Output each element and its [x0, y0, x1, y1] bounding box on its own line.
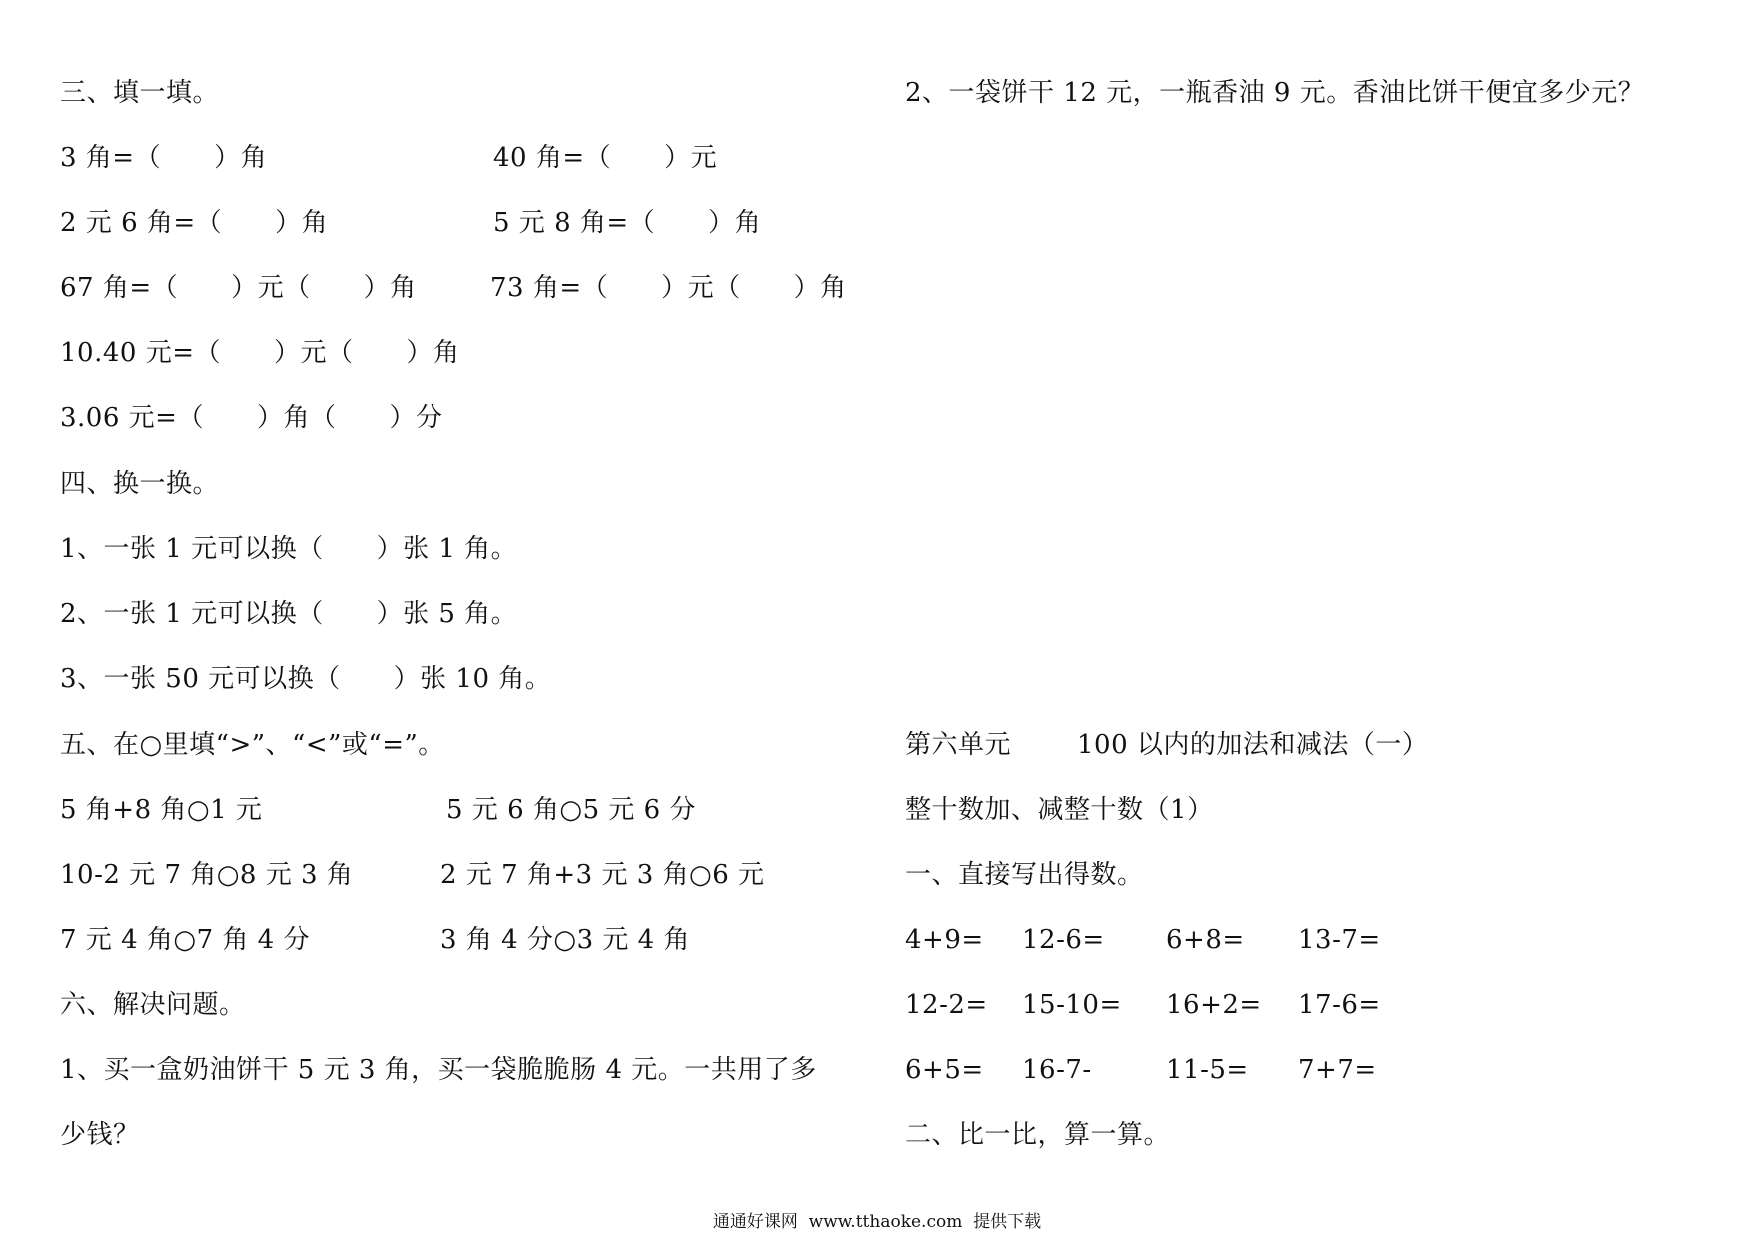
calc-2-3: 16+2= [1166, 990, 1262, 1020]
fill-row-5-a: 3.06 元=（ ）角（ ）分 [60, 403, 443, 433]
compare-row-1-a: 5 角+8 角○1 元 [60, 795, 263, 825]
fill-row-2-a: 2 元 6 角=（ ）角 [60, 208, 329, 238]
compare-row-3-b: 3 角 4 分○3 元 4 角 [440, 925, 690, 955]
compare-row-1-b: 5 元 6 角○5 元 6 分 [446, 795, 696, 825]
problem2: 2、一袋饼干 12 元，一瓶香油 9 元。香油比饼干便宜多少元？ [905, 78, 1645, 108]
fill-row-2-b: 5 元 8 角=（ ）角 [493, 208, 762, 238]
calc-2-4: 17-6= [1298, 990, 1381, 1020]
calc-3-1: 6+5= [905, 1055, 984, 1085]
exchange-item-2: 2、一张 1 元可以换（ ）张 5 角。 [60, 599, 518, 629]
calc-2-1: 12-2= [905, 990, 988, 1020]
fill-row-1-a: 3 角=（ ）角 [60, 143, 268, 173]
calc-3-4: 7+7= [1298, 1055, 1377, 1085]
lesson-title: 整十数加、减整十数（1） [905, 795, 1214, 825]
calc-1-1: 4+9= [905, 925, 984, 955]
unit-title-b: 100 以内的加法和减法（一） [1077, 730, 1429, 760]
fill-row-1-b: 40 角=（ ）元 [493, 143, 718, 173]
section3-heading: 三、填一填。 [60, 78, 220, 108]
calc-2-2: 15-10= [1022, 990, 1122, 1020]
fill-row-3-b: 73 角=（ ）元（ ）角 [490, 273, 847, 303]
section2-heading: 二、比一比，算一算。 [905, 1120, 1171, 1150]
fill-row-3-a: 67 角=（ ）元（ ）角 [60, 273, 417, 303]
calc-3-3: 11-5= [1166, 1055, 1249, 1085]
exchange-item-3: 3、一张 50 元可以换（ ）张 10 角。 [60, 664, 552, 694]
compare-row-2-b: 2 元 7 角+3 元 3 角○6 元 [440, 860, 765, 890]
fill-row-4-a: 10.40 元=（ ）元（ ）角 [60, 338, 460, 368]
section4-heading: 四、换一换。 [60, 469, 220, 499]
calc-3-2: 16-7- [1022, 1055, 1092, 1085]
calc-1-2: 12-6= [1022, 925, 1105, 955]
exchange-item-1: 1、一张 1 元可以换（ ）张 1 角。 [60, 534, 518, 564]
compare-row-2-a: 10-2 元 7 角○8 元 3 角 [60, 860, 354, 890]
section5-heading: 五、在○里填“>”、“<”或“=”。 [60, 730, 445, 760]
calc-1-3: 6+8= [1166, 925, 1245, 955]
unit-title-a: 第六单元 [905, 730, 1012, 760]
section6-heading: 六、解决问题。 [60, 990, 246, 1020]
section1-heading: 一、直接写出得数。 [905, 860, 1144, 890]
problem1-line2: 少钱？ [60, 1120, 140, 1150]
footer-credit: 通通好课网 www.tthaoke.com 提供下载 [712, 1212, 1042, 1232]
problem1-line1: 1、买一盒奶油饼干 5 元 3 角，买一袋脆脆肠 4 元。一共用了多 [60, 1055, 817, 1085]
calc-1-4: 13-7= [1298, 925, 1381, 955]
compare-row-3-a: 7 元 4 角○7 角 4 分 [60, 925, 310, 955]
